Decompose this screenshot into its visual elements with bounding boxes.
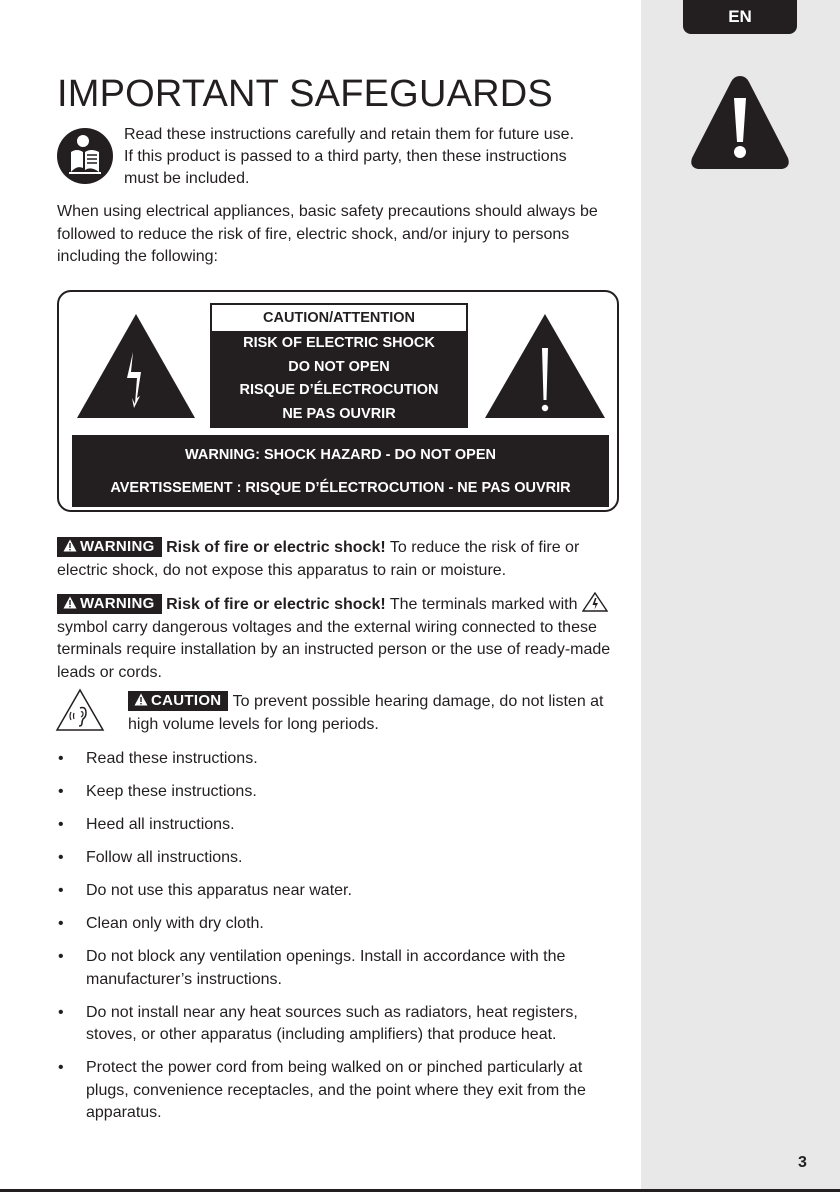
warning-paragraph-2 (57, 592, 629, 684)
caution-heading: CAUTION/ATTENTION (212, 305, 466, 331)
bullet: • (58, 849, 64, 866)
bullet: • (58, 750, 64, 767)
warning-text: symbol carry dangerous voltages and the external wiring connected to these terminals require installation by an instructed person or the use of ready-made leads or cords. (57, 618, 611, 681)
warning-title: Risk of fire or electric shock! (166, 596, 386, 613)
bullet: • (58, 816, 64, 833)
caution-line: NE PAS OUVRIR (282, 405, 396, 422)
list-item (57, 1057, 629, 1125)
precaution-paragraph: When using electrical appliances, basic safety precautions should always be followed to reduce the risk of fire, electric shock, and/or injury to persons including the following: (57, 203, 598, 265)
caution-paragraph (128, 691, 618, 736)
warning-english: WARNING: SHOCK HAZARD - DO NOT OPEN (185, 447, 496, 463)
shock-warning-bar (72, 435, 609, 507)
warning-label-text: WARNING (80, 595, 155, 612)
list-item (57, 946, 629, 991)
list-item (57, 880, 629, 903)
exclamation-triangle-icon (483, 312, 607, 420)
list-item-text: Do not use this apparatus near water. (86, 882, 352, 899)
list-item (57, 814, 629, 837)
bullet: • (58, 783, 64, 800)
bullet: • (58, 1003, 64, 1021)
warning-triangle-icon (134, 692, 151, 711)
language-tab: EN (683, 0, 797, 34)
list-item-text: Follow all instructions. (86, 849, 243, 866)
page-number: 3 (798, 1154, 807, 1171)
lightning-triangle-icon (582, 592, 608, 612)
instructions-list (57, 748, 629, 1135)
list-item (57, 1002, 629, 1047)
caution-text: To prevent possible hearing damage, do not listen at high volume levels for long periods. (128, 693, 604, 733)
intro-line: Read these instructions carefully and retain them for future use. (124, 126, 575, 143)
warning-label-text: WARNING (80, 538, 155, 555)
list-item-text: Keep these instructions. (86, 783, 257, 800)
warning-text: To reduce the risk of fire or electric shock, do not expose this apparatus to rain or moisture. (57, 539, 580, 579)
list-item-text: Clean only with dry cloth. (86, 915, 264, 932)
list-item-text: Read these instructions. (86, 750, 258, 767)
caution-label (128, 691, 228, 711)
warning-title: Risk of fire or electric shock! (166, 539, 386, 556)
right-sidebar (641, 0, 840, 1190)
warning-triangle-icon (63, 538, 80, 557)
list-item-text: Do not block any ventilation openings. Install in accordance with the manufacturer’s instructions. (86, 948, 566, 988)
warning-text: with (549, 596, 578, 613)
list-item (57, 847, 629, 870)
warning-text: The terminals marked (389, 596, 545, 613)
bullet: • (58, 882, 64, 899)
list-item-text: Do not install near any heat sources such as radiators, heat registers, stoves, or other apparatus (including amplifiers) that produce heat. (86, 1003, 578, 1043)
list-item (57, 781, 629, 804)
warning-french: AVERTISSEMENT : RISQUE D’ÉLECTROCUTION - NE PAS OUVRIR (110, 480, 571, 496)
list-item-text: Heed all instructions. (86, 816, 235, 833)
list-item (57, 913, 629, 936)
list-item-text: Protect the power cord from being walked on or pinched particularly at plugs, convenience receptacles, and the point where they exit from the apparatus. (86, 1059, 586, 1121)
intro-line: must be included. (124, 170, 250, 187)
bullet: • (58, 1059, 64, 1076)
hearing-warning-icon (55, 688, 105, 732)
caution-line: RISK OF ELECTRIC SHOCK (243, 335, 435, 351)
bullet: • (58, 948, 64, 965)
lightning-triangle-icon (75, 312, 197, 420)
caution-body (212, 331, 466, 428)
warning-triangle-icon (63, 595, 80, 614)
read-instructions-icon (57, 128, 113, 184)
caution-box (210, 303, 468, 428)
caution-label-text: CAUTION (151, 692, 222, 709)
intro-line: If this product is passed to a third party, then these instructions (124, 148, 567, 165)
warning-paragraph-1 (57, 537, 629, 582)
caution-line: RISQUE D’ÉLECTROCUTION (239, 382, 439, 398)
warning-label (57, 594, 162, 614)
warning-triangle-icon (688, 70, 792, 174)
list-item (57, 748, 629, 771)
caution-line: DO NOT OPEN (288, 358, 390, 375)
warning-label (57, 537, 162, 557)
intro-text (124, 124, 624, 190)
page-title: IMPORTANT SAFEGUARDS (57, 73, 553, 115)
bullet: • (58, 915, 64, 932)
